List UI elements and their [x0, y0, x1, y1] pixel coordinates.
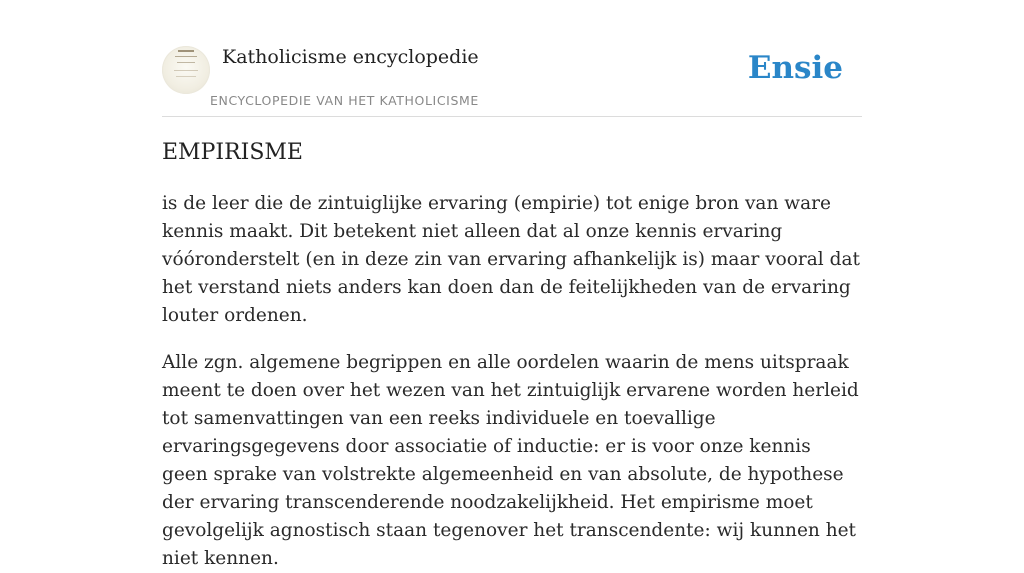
book-cover-logo-icon[interactable]: [162, 46, 210, 94]
article-paragraph-2: Alle zgn. algemene begrippen en alle oordelen waarin de mens uitspraak meent te doen over het wezen van het zintuiglijk ervarene worden herleid tot samenvattingen van een reeks individuele en toevallige ervaringsgegevens door associatie of inductie: er is voor onze kennis geen sprake van volstrekte algemeenheid en van absolute, de hypothese der ervaring transcenderende noodzakelijkheid. Het empirisme moet gevolgelijk agnostisch staan tegenover het transcendente: wij kunnen het niet kennen.: [162, 352, 859, 569]
site-header: [162, 44, 862, 117]
site-title[interactable]: Katholicisme encyclopedie: [222, 46, 479, 68]
site-subtitle: ENCYCLOPEDIE VAN HET KATHOLICISME: [210, 93, 479, 108]
article-paragraph-1: is de leer die de zintuiglijke ervaring (empirie) tot enige bron van ware kennis maakt. Dit betekent niet alleen dat al onze kennis ervaring vóóronderstelt (en in deze zin van ervaring afhankelijk is) maar vooral dat het verstand niets anders kan doen dan de feitelijkheden van de ervaring louter ordenen.: [162, 193, 860, 326]
article: [162, 140, 862, 573]
ensie-brand-link[interactable]: Ensie: [747, 50, 843, 86]
article-title: EMPIRISME: [162, 140, 303, 165]
